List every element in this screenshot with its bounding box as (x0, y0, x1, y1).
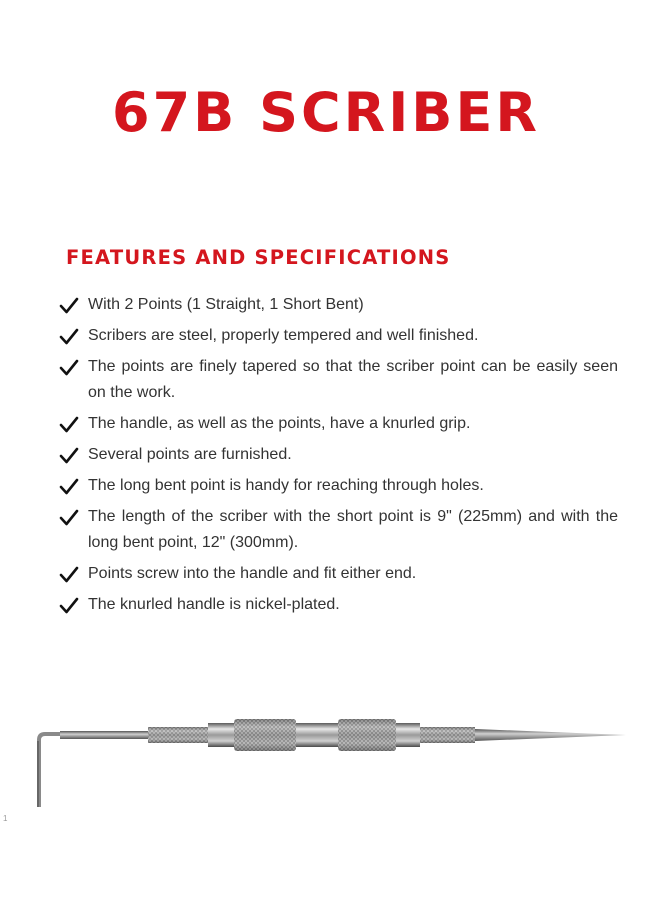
feature-text: Scribers are steel, properly tempered and well finished. (88, 327, 479, 344)
product-title: 67B SCRIBER (112, 81, 540, 144)
feature-text: The knurled handle is nickel-plated. (88, 596, 340, 613)
feature-text: Points screw into the handle and fit either end. (88, 565, 417, 582)
checkmark-icon (58, 563, 88, 587)
feature-item (58, 442, 618, 468)
checkmark-icon (58, 594, 88, 618)
page-marker: 1 (3, 814, 8, 823)
feature-item (58, 473, 618, 499)
feature-text: The handle, as well as the points, have a knurled grip. (88, 415, 471, 432)
checkmark-icon (58, 325, 88, 349)
feature-item (58, 504, 618, 556)
checkmark-icon (58, 294, 88, 318)
feature-item (58, 292, 618, 318)
feature-item (58, 323, 618, 349)
feature-item (58, 561, 618, 587)
feature-text: The length of the scriber with the short point is 9" (225mm) and with the long bent point, 12" (300mm). (88, 508, 618, 551)
feature-text: The points are finely tapered so that the scriber point can be easily seen on the work. (88, 358, 618, 401)
features-heading: FEATURES AND SPECIFICATIONS (66, 246, 451, 269)
checkmark-icon (58, 475, 88, 499)
checkmark-icon (58, 444, 88, 468)
feature-text: The long bent point is handy for reaching through holes. (88, 477, 484, 494)
checkmark-icon (58, 506, 88, 530)
features-list (58, 292, 618, 623)
feature-item (58, 354, 618, 406)
feature-item (58, 592, 618, 618)
feature-text: With 2 Points (1 Straight, 1 Short Bent) (88, 296, 364, 313)
scriber-tool-image (30, 715, 630, 815)
checkmark-icon (58, 413, 88, 437)
checkmark-icon (58, 356, 88, 380)
feature-text: Several points are furnished. (88, 446, 292, 463)
feature-item (58, 411, 618, 437)
